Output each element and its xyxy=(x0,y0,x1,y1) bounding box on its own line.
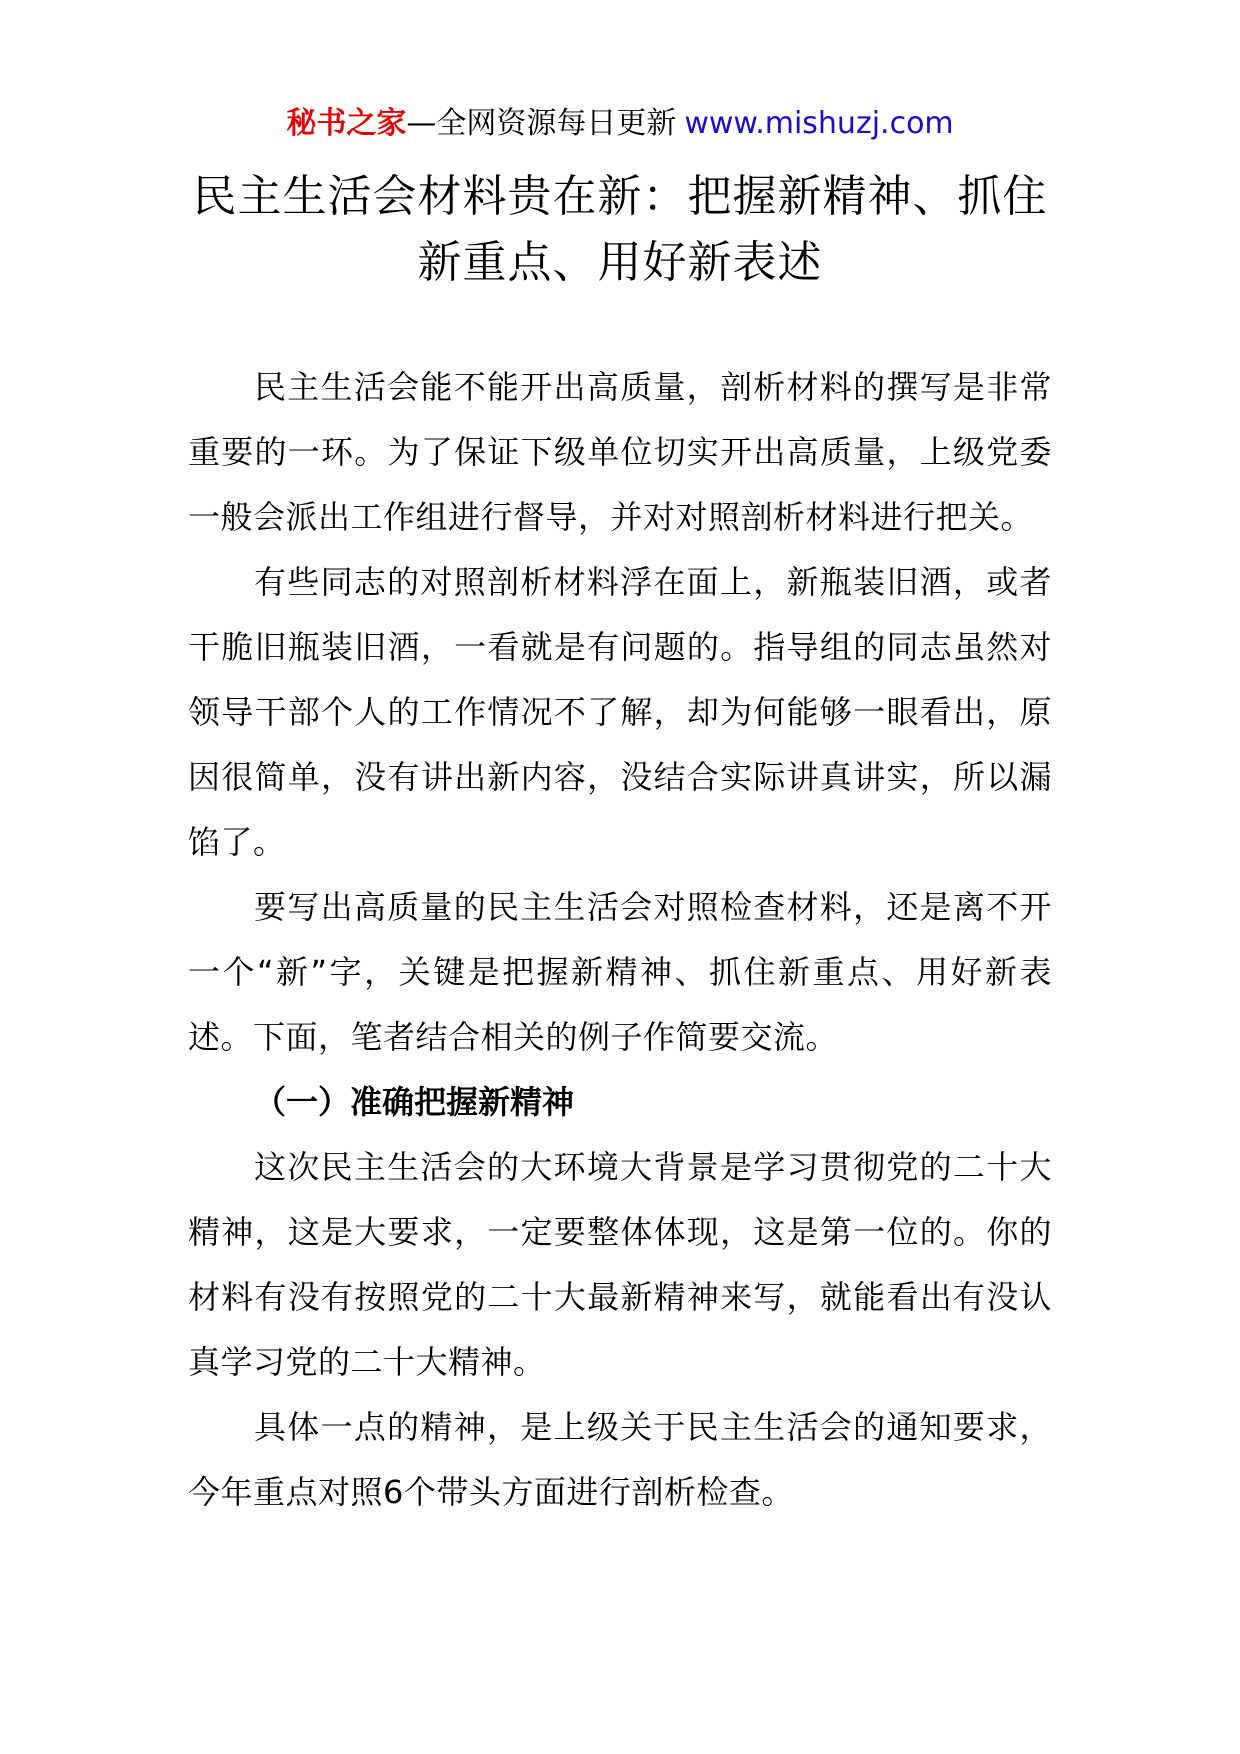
site-brand: 秘书之家 xyxy=(286,106,407,141)
section-paragraph: 具体一点的精神，是上级关于民主生活会的通知要求，今年重点对照6个带头方面进行剖析检查。 xyxy=(188,1408,1052,1511)
site-url-link[interactable]: www.mishuzj.com xyxy=(684,106,954,141)
intro-paragraph: 有些同志的对照剖析材料浮在面上，新瓶装旧酒，或者干脆旧瓶装旧酒，一看就是有问题的。指导组的同志虽然对领导干部个人的工作情况不了解，却为何能够一眼看出，原因很简单，没有讲出新内容，没结合实际讲真讲实，所以漏馅了。 xyxy=(188,563,1052,861)
site-tagline: —全网资源每日更新 xyxy=(406,106,677,141)
intro-paragraph: 要写出高质量的民主生活会对照检查材料，还是离不开一个“新”字，关键是把握新精神、抓住新重点、用好新表述。下面，笔者结合相关的例子作简要交流。 xyxy=(188,888,1052,1056)
intro-paragraph: 民主生活会能不能开出高质量，剖析材料的撰写是非常重要的一环。为了保证下级单位切实开出高质量，上级党委一般会派出工作组进行督导，并对对照剖析材料进行把关。 xyxy=(188,368,1052,536)
section-heading: （一）准确把握新精神 xyxy=(254,1083,575,1121)
section-paragraph: 这次民主生活会的大环境大背景是学习贯彻党的二十大精神，这是大要求，一定要整体体现，这是第一位的。你的材料有没有按照党的二十大最新精神来写，就能看出有没认真学习党的二十大精神。 xyxy=(188,1148,1052,1381)
site-header xyxy=(0,100,1240,148)
document-body xyxy=(188,355,1052,1525)
document-title: 民主生活会材料贵在新：把握新精神、抓住新重点、用好新表述 xyxy=(192,171,1048,288)
